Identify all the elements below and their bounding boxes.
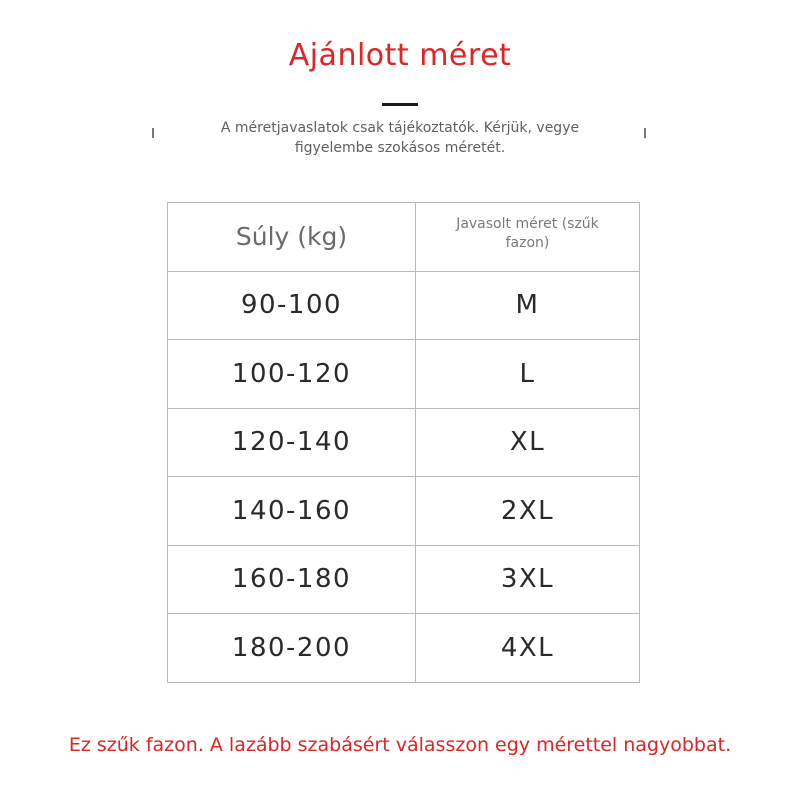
table-row: [168, 614, 640, 683]
size-cell: M: [416, 271, 640, 340]
title-underline: [382, 103, 418, 106]
weight-cell: 140-160: [168, 477, 416, 546]
table-row: [168, 477, 640, 546]
size-disclaimer: A méretjavaslatok csak tájékoztatók. Kérjük, vegye figyelembe szokásos méretét.: [220, 120, 580, 156]
size-chart-table: [167, 202, 640, 683]
size-cell: L: [416, 340, 640, 409]
table-row: [168, 545, 640, 614]
size-cell: 2XL: [416, 477, 640, 546]
table-row: [168, 271, 640, 340]
weight-cell: 180-200: [168, 614, 416, 683]
weight-cell: 100-120: [168, 340, 416, 409]
weight-cell: 160-180: [168, 545, 416, 614]
size-column-header: Javasolt méret (szűk fazon): [416, 203, 640, 272]
weight-column-header: Súly (kg): [168, 203, 416, 272]
weight-cell: 120-140: [168, 408, 416, 477]
size-cell: XL: [416, 408, 640, 477]
left-edge-mark: [152, 128, 154, 138]
right-edge-mark: [644, 128, 646, 138]
size-cell: 4XL: [416, 614, 640, 683]
table-row: [168, 340, 640, 409]
page-title: Ajánlott méret: [288, 38, 512, 73]
table-header-row: [168, 203, 640, 272]
table-row: [168, 408, 640, 477]
weight-cell: 90-100: [168, 271, 416, 340]
fit-note: Ez szűk fazon. A lazább szabásért válasszon egy mérettel nagyobbat.: [68, 734, 732, 756]
size-cell: 3XL: [416, 545, 640, 614]
